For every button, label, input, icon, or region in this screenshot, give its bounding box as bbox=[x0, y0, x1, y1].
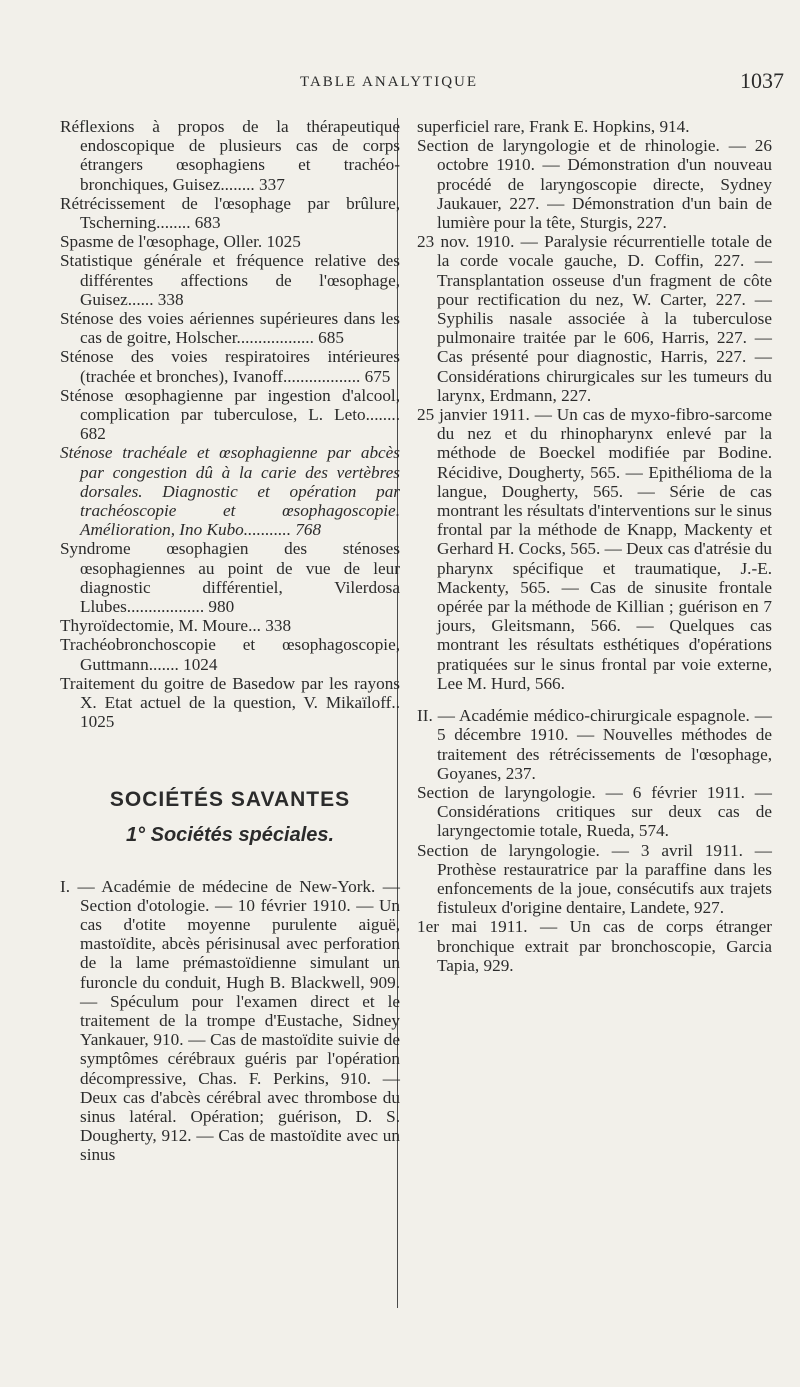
sub-heading: 1° Sociétés spéciales. bbox=[125, 823, 335, 846]
section-heading: SOCIÉTÉS SAVANTES bbox=[109, 787, 351, 811]
index-entry: Sténose des voies aériennes supérieures dans les cas de goitre, Holscher.................. 685 bbox=[60, 309, 400, 348]
index-entry: Section de laryngologie. — 6 février 1911. — Considérations critiques sur deux cas de laryngectomie totale, Rueda, 574. bbox=[417, 782, 772, 841]
page-header bbox=[0, 68, 800, 98]
index-entry: Sténose œsophagienne par ingestion d'alcool, complication par tuberculose, L. Leto........ 682 bbox=[60, 385, 400, 444]
index-entry: Traitement du goitre de Basedow par les rayons X. Etat actuel de la question, V. Mikaïloff.. 1025 bbox=[60, 673, 400, 732]
index-entry: Trachéobronchoscopie et œsophagoscopie, Guttmann....... 1024 bbox=[60, 635, 400, 674]
spacer bbox=[417, 693, 772, 706]
index-entry: Spasme de l'œsophage, Oller. 1025 bbox=[60, 232, 301, 252]
index-entry: Section de laryngologie et de rhinologie. — 26 octobre 1910. — Démonstration d'un nouveau procédé de laryngoscopie directe, Sydney Jaukauer, 227. — Démonstration d'un bain de lumière pour la tête, Sturgis, 227. bbox=[417, 136, 772, 233]
right-column bbox=[417, 117, 772, 975]
running-title: TABLE ANALYTIQUE bbox=[300, 74, 479, 90]
index-entry: 23 nov. 1910. — Paralysie récurrentielle totale de la corde vocale gauche, D. Coffin, 227. — Transplantation osseuse d'un fragment de côte pour rectification du nez, W. Carter, 227. — Syphilis nasale associée à la tuberculose pulmonaire traitée par le 606, Harris, 227. — Cas présenté pour diagnostic, Harris, 227. — Considérations chirurgicales sur les tumeurs du larynx, Erdmann, 227. bbox=[417, 232, 772, 405]
index-entry: superficiel rare, Frank E. Hopkins, 914. bbox=[417, 117, 690, 136]
index-entry: Rétrécissement de l'œsophage par brûlure, Tscherning........ 683 bbox=[60, 193, 400, 233]
index-entry: Réflexions à propos de la thérapeutique endoscopique de plusieurs cas de corps étrangers œsophagiens et trachéo-bronchiques, Guisez........ 337 bbox=[60, 117, 400, 194]
index-entry: Sténose des voies respiratoires intérieures (trachée et bronches), Ivanoff.................. 675 bbox=[60, 347, 400, 386]
index-entry: Syndrome œsophagien des sténoses œsophagiennes au point de vue de leur diagnostic différentiel, Vilerdosa Llubes.................. 980 bbox=[60, 539, 400, 617]
index-entry: Section de laryngologie. — 3 avril 1911. — Prothèse restauratrice par la paraffine dans les enfoncements de la joue, consécutifs aux trajets fistuleux d'origine dentaire, Landete, 927. bbox=[417, 840, 772, 918]
index-entry: 25 janvier 1911. — Un cas de myxo-fibro-sarcome du nez et du rhinopharynx enlevé par la méthode de Boeckel modifiée par Bodine. Récidive, Dougherty, 565. — Epithélioma de la langue, Dougherty, 565. — Série de cas montrant les résultats d'interventions sur le sinus frontal par la méthode de Knapp, Mackenty et Gerhard H. Cocks, 565. — Deux cas d'atrésie du pharynx spécifique et traumatique, J.-E. Mackenty, 565. — Cas de sinusite frontale opérée par la méthode de Killian ; guérison en 7 jours, Gleitsmann, 566. — Quelques cas montrant les résultats esthétiques d'opérations pratiquées sur le sinus frontal par voie externe, Lee M. Hurd, 566. bbox=[417, 405, 772, 693]
index-entry: II. — Académie médico-chirurgicale espagnole. — 5 décembre 1910. — Nouvelles méthodes de traitement des rétrécissements de l'œsophage, Goyanes, 237. bbox=[417, 706, 772, 783]
index-entry: I. — Académie de médecine de New-York. — Section d'otologie. — 10 février 1910. — Un cas d'otite moyenne purulente aiguë, mastoïdite, abcès périsinusal avec perforation de la lame prémastoïdienne simulant un furoncle du conduit, Hugh B. Blackwell, 909. — Spéculum pour l'examen direct et le traitement de la trompe d'Eustache, Sidney Yankauer, 910. — Cas de mastoïdite suivie de symptômes cérébraux guéris par l'opération décompressive, Chas. F. Perkins, 910. — Deux cas d'abcès cérébral avec thrombose du sinus latéral. Opération; guérison, D. S. Dougherty, 912. — Cas de mastoïdite avec un sinus bbox=[60, 876, 400, 1165]
left-column bbox=[60, 117, 400, 1165]
index-entry: Statistique générale et fréquence relative des différentes affections de l'œsophage, Guisez...... 338 bbox=[60, 251, 400, 309]
index-entry: Thyroïdectomie, M. Moure... 338 bbox=[60, 616, 292, 636]
index-entry: 1er mai 1911. — Un cas de corps étranger bronchique extrait par bronchoscopie, Garcia Tapia, 929. bbox=[417, 917, 772, 975]
page-number: 1037 bbox=[740, 68, 784, 93]
index-entry: Sténose trachéale et œsophagienne par abcès par congestion dû à la carie des vertèbres dorsales. Diagnostic et opération par trachéoscopie et œsophagoscopie. Amélioration, Ino Kubo........... 768 bbox=[60, 443, 400, 540]
